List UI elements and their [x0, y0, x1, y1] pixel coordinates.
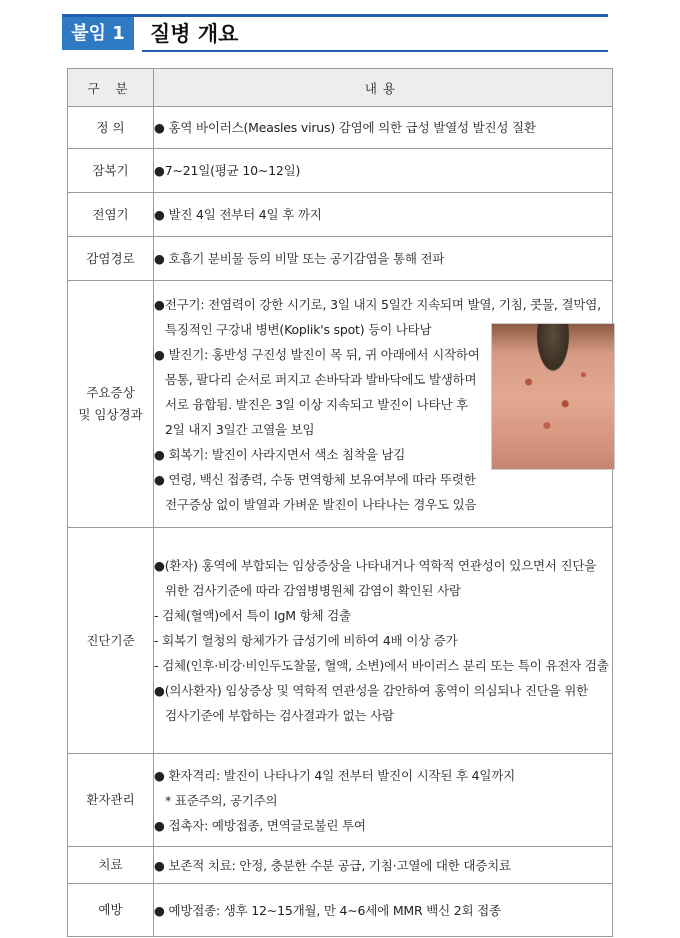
row-label: 환자관리 [68, 754, 154, 847]
content-line: ● 발진기: 홍반성 구진성 발진이 목 뒤, 귀 아래에서 시작하여 [154, 346, 480, 362]
content-line: - 회복기 혈청의 항체가가 급성기에 비하여 4배 이상 증가 [154, 633, 458, 648]
content-line: * 표준주의, 공기주의 [165, 792, 278, 808]
table-row-transmission [68, 237, 613, 281]
row-label [68, 281, 154, 528]
table-row-symptoms [68, 281, 613, 528]
table-row-diagnosis [68, 528, 613, 754]
content-line: 몸통, 팔다리 순서로 퍼지고 손바닥과 발바닥에도 발생하며 [165, 371, 477, 387]
row-content [154, 149, 613, 193]
content-line: ●(의사환자) 임상증상 및 역학적 연관성을 감안하여 홍역이 의심되나 진단을 위한 [154, 683, 589, 698]
content-line: 전구증상 없이 발열과 가벼운 발진이 나타나는 경우도 있음 [165, 496, 477, 512]
content-line: ● 접촉자: 예방접종, 면역글로불린 투여 [154, 817, 366, 833]
row-content [154, 528, 613, 754]
content-line: - 검체(인후·비강·비인두도찰물, 혈액, 소변)에서 바이러스 분리 또는 특이 유전자 검출 [154, 658, 609, 673]
header-bottom-rule [142, 50, 608, 52]
column-header-content: 내용 [154, 69, 613, 107]
content-line: ● 회복기: 발진이 사라지면서 색소 침착을 남김 [154, 446, 406, 462]
content-line: ●(환자) 홍역에 부합되는 임상증상을 나타내거나 역학적 연관성이 있으면서 진단을 [154, 558, 597, 573]
content-line: ●7∼21일(평균 10∼12일) [154, 163, 301, 178]
row-label: 정 의 [68, 107, 154, 149]
content-line: ● 발진 4일 전부터 4일 후 까지 [154, 207, 322, 222]
disease-overview-table [67, 68, 613, 937]
content-line: ● 홍역 바이러스(Measles virus) 감염에 의한 급성 발열성 발진성 질환 [154, 120, 536, 135]
content-line: ● 보존적 치료: 안정, 충분한 수분 공급, 기침·고열에 대한 대증치료 [154, 857, 511, 873]
page-title: 질병 개요 [150, 22, 239, 46]
content-line: 검사기준에 부합하는 검사결과가 없는 사람 [165, 708, 394, 723]
content-line: 위한 검사기준에 따라 감염병병원체 감염이 확인된 사람 [165, 583, 461, 598]
row-label: 예방 [68, 884, 154, 937]
table-row-patient-management [68, 754, 613, 847]
table-row-treatment [68, 847, 613, 884]
row-label: 치료 [68, 847, 154, 884]
content-line: ● 예방접종: 생후 12∼15개월, 만 4∼6세에 MMR 백신 2회 접종 [154, 902, 501, 918]
table-header-row [68, 69, 613, 107]
row-label: 진단기준 [68, 528, 154, 754]
page-header [62, 14, 608, 52]
content-line: - 검체(혈액)에서 특이 IgM 항체 검출 [154, 608, 351, 623]
row-content [154, 193, 613, 237]
attachment-badge: 붙임 1 [62, 17, 134, 50]
content-line: ● 연령, 백신 접종력, 수동 면역항체 보유여부에 따라 뚜렷한 [154, 471, 476, 487]
table-row-contagious-period [68, 193, 613, 237]
measles-rash-photo [491, 323, 615, 470]
content-line: 서로 융합됨. 발진은 3일 이상 지속되고 발진이 나타난 후 [165, 396, 468, 412]
row-label-line: 주요증상 [86, 385, 135, 400]
content-line: 2일 내지 3일간 고열을 보임 [165, 421, 315, 437]
row-content [154, 107, 613, 149]
row-label: 전염기 [68, 193, 154, 237]
content-line: ● 호흡기 분비물 등의 비말 또는 공기감염을 통해 전파 [154, 251, 445, 266]
content-line: ●전구기: 전염력이 강한 시기로, 3일 내지 5일간 지속되며 발열, 기침, 콧물, 결막염, [154, 296, 601, 312]
row-content [154, 884, 613, 937]
row-label: 잠복기 [68, 149, 154, 193]
row-content [154, 847, 613, 884]
column-header-category: 구 분 [68, 69, 154, 107]
row-label-line: 및 임상경과 [78, 407, 143, 422]
row-content [154, 237, 613, 281]
content-line: 특징적인 구강내 병변(Koplik's spot) 등이 나타남 [165, 321, 432, 337]
row-label: 감염경로 [68, 237, 154, 281]
header-top-rule [62, 14, 608, 17]
content-line: ● 환자격리: 발진이 나타나기 4일 전부터 발진이 시작된 후 4일까지 [154, 767, 516, 783]
table-row-incubation [68, 149, 613, 193]
row-content [154, 754, 613, 847]
table-row-definition [68, 107, 613, 149]
table-row-prevention [68, 884, 613, 937]
row-content [154, 281, 613, 528]
